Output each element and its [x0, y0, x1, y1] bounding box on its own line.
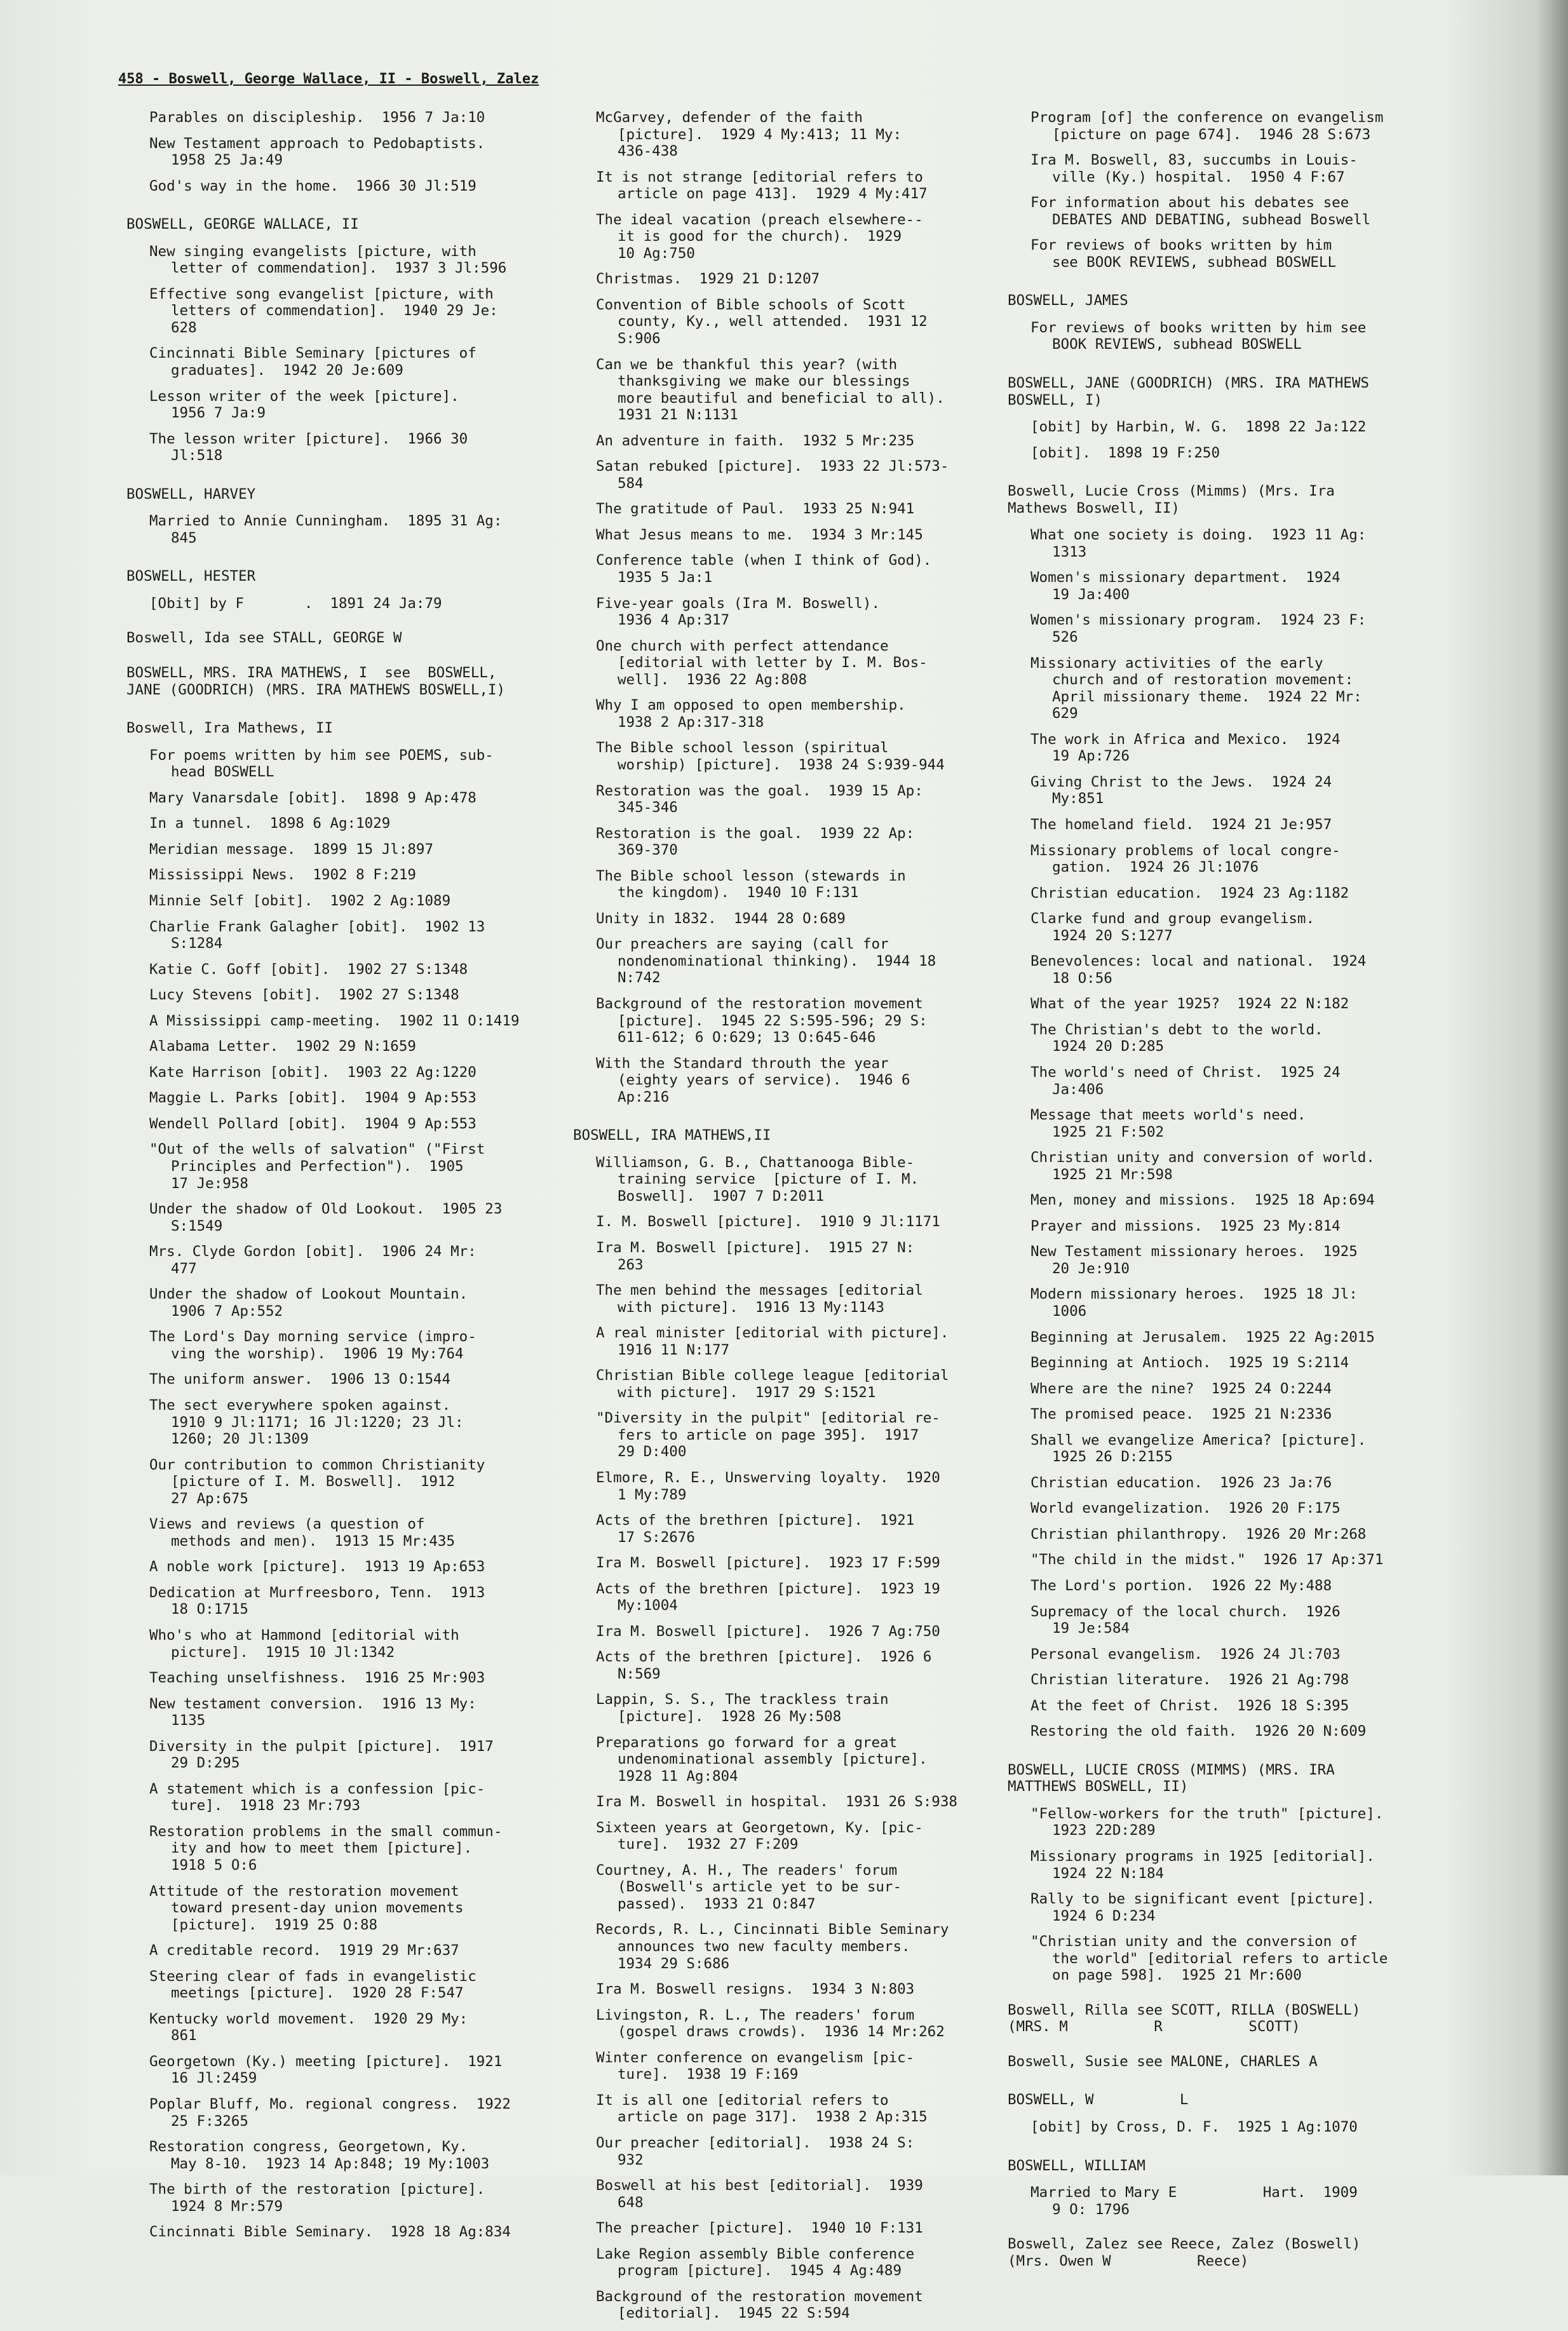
index-heading: Boswell, Ira Mathews, II [126, 720, 334, 737]
index-entry: One church with perfect attendance [editorial with letter by I. M. Bos- well]. 1936 22 Ag:808 [596, 637, 928, 688]
index-heading: BOSWELL, HESTER [126, 568, 256, 585]
index-entry: Lake Region assembly Bible conference program [picture]. 1945 4 Ag:489 [596, 2245, 915, 2280]
index-heading: BOSWELL, JANE (GOODRICH) (MRS. IRA MATHEWS BOSWELL, I) [1008, 375, 1369, 409]
cross-reference: Boswell, Zalez see Reece, Zalez (Boswell) (Mrs. Owen W Reece) [1008, 2236, 1361, 2269]
index-entry: Mississippi News. 1902 8 F:219 [149, 867, 416, 884]
cross-reference: Boswell, Ida see STALL, GEORGE W [126, 630, 402, 647]
index-entry: The promised peace. 1925 21 N:2336 [1031, 1406, 1332, 1423]
index-entry: New testament conversion. 1916 13 My: 1135 [149, 1695, 476, 1729]
index-entry: Missionary activities of the early church and of restoration movement: April missionary theme. 1924 22 Mr: 629 [1031, 654, 1362, 722]
index-entry: It is not strange [editorial refers to article on page 413]. 1929 4 My:417 [596, 168, 928, 203]
index-entry: Restoration problems in the small commun- ity and how to meet them [picture]. 1918 5 O:6 [149, 1823, 503, 1874]
cross-reference: Boswell, Rilla see SCOTT, RILLA (BOSWELL) (MRS. M R SCOTT) [1008, 2001, 1361, 2036]
index-entry: Lesson writer of the week [picture]. 1956 7 Ja:9 [149, 388, 459, 422]
index-entry: Why I am opposed to open membership. 1938 2 Ap:317-318 [596, 697, 906, 731]
index-entry: Cincinnati Bible Seminary. 1928 18 Ag:834 [149, 2224, 511, 2241]
index-entry: Message that meets world's need. 1925 21 F:502 [1031, 1107, 1306, 1140]
index-entry: Kentucky world movement. 1920 29 My: 861 [149, 2010, 468, 2044]
index-entry: Under the shadow of Old Lookout. 1905 23 S:1549 [149, 1201, 503, 1234]
index-entry: The Lord's portion. 1926 22 My:488 [1031, 1578, 1332, 1594]
index-entry: Mrs. Clyde Gordon [obit]. 1906 24 Mr: 477 [149, 1243, 476, 1277]
index-entry: Missionary programs in 1925 [editorial]. 1924 22 N:184 [1031, 1848, 1375, 1882]
index-entry: Steering clear of fads in evangelistic meetings [picture]. 1920 28 F:547 [149, 1968, 476, 2002]
index-entry: Sixteen years at Georgetown, Ky. [pic- ture]. 1932 27 F:209 [596, 1819, 923, 1853]
index-entry: Cincinnati Bible Seminary [pictures of graduates]. 1942 20 Je:609 [149, 345, 476, 379]
index-entry: The work in Africa and Mexico. 1924 19 Ap:726 [1031, 731, 1341, 765]
index-entry: Background of the restoration movement [editorial]. 1945 22 S:594 [596, 2288, 923, 2322]
index-entry: Elmore, R. E., Unswerving loyalty. 1920 1 My:789 [596, 1470, 940, 1503]
index-entry: Ira M. Boswell [picture]. 1926 7 Ag:750 [596, 1623, 940, 1640]
index-entry: The Bible school lesson (stewards in the kingdom). 1940 10 F:131 [596, 867, 906, 902]
index-entry: Meridian message. 1899 15 Jl:897 [149, 841, 434, 858]
index-entry: The Lord's Day morning service (impro- ving the worship). 1906 19 My:764 [149, 1328, 476, 1362]
index-entry: Restoration is the goal. 1939 22 Ap: 369-370 [596, 825, 915, 859]
index-entry: Our preachers are saying (call for nondenominational thinking). 1944 18 N:742 [596, 936, 936, 987]
index-entry: Christian literature. 1926 21 Ag:798 [1031, 1672, 1349, 1689]
index-entry: The birth of the restoration [picture]. 1924 8 Mr:579 [149, 2181, 485, 2215]
index-entry: Views and reviews (a question of methods and men). 1913 15 Mr:435 [149, 1516, 456, 1550]
index-entry: Wendell Pollard [obit]. 1904 9 Ap:553 [149, 1115, 476, 1132]
index-entry: The preacher [picture]. 1940 10 F:131 [596, 2220, 923, 2237]
index-entry: Personal evangelism. 1926 24 Jl:703 [1031, 1645, 1341, 1663]
index-entry: The lesson writer [picture]. 1966 30 Jl:518 [149, 430, 468, 464]
index-entry: The ideal vacation (preach elsewhere-- it is good for the church). 1929 10 Ag:750 [596, 211, 923, 262]
index-entry: Kate Harrison [obit]. 1903 22 Ag:1220 [149, 1064, 476, 1081]
index-entry: Christian Bible college league [editorial with picture]. 1917 29 S:1521 [596, 1367, 949, 1401]
index-entry: Poplar Bluff, Mo. regional congress. 1922 25 F:3265 [149, 2096, 511, 2130]
index-entry: Married to Mary E Hart. 1909 9 O: 1796 [1031, 2184, 1358, 2218]
index-entry: Benevolences: local and national. 1924 18 O:56 [1031, 953, 1367, 987]
index-entry: New Testament approach to Pedobaptists. 1958 25 Ja:49 [149, 135, 485, 169]
index-entry: Lappin, S. S., The trackless train [picture]. 1928 26 My:508 [596, 1691, 889, 1726]
cross-reference: BOSWELL, MRS. IRA MATHEWS, I see BOSWELL, JANE (GOODRICH) (MRS. IRA MATHEWS BOSWELL,I) [126, 665, 506, 698]
index-entry: Beginning at Antioch. 1925 19 S:2114 [1031, 1355, 1349, 1372]
index-entry: Married to Annie Cunningham. 1895 31 Ag: 845 [149, 513, 503, 546]
index-entry: Women's missionary program. 1924 23 F: 526 [1031, 612, 1367, 646]
index-entry: World evangelization. 1926 20 F:175 [1031, 1500, 1341, 1517]
index-entry: The gratitude of Paul. 1933 25 N:941 [596, 501, 915, 518]
index-entry: Background of the restoration movement [picture]. 1945 22 S:595-596; 29 S: 611-612; 6 O:629; 13 O:645-646 [596, 995, 928, 1046]
index-entry: Courtney, A. H., The readers' forum (Boswell's article yet to be sur- passed). 1933 21 O:847 [596, 1861, 902, 1912]
index-entry: Restoring the old faith. 1926 20 N:609 [1031, 1723, 1367, 1740]
index-entry: Can we be thankful this year? (with thanksgiving we make our blessings more beautiful and beneficial to all). 1931 21 N:1131 [596, 356, 945, 424]
index-entry: An adventure in faith. 1932 5 Mr:235 [596, 432, 915, 449]
cross-reference: Boswell, Susie see MALONE, CHARLES A [1008, 2053, 1318, 2070]
index-entry: Where are the nine? 1925 24 O:2244 [1031, 1380, 1332, 1397]
index-entry: Missionary problems of local congre- gation. 1924 26 Jl:1076 [1031, 842, 1341, 876]
index-entry: The sect everywhere spoken against. 1910 9 Jl:1171; 16 Jl:1220; 23 Jl: 1260; 20 Jl:1309 [149, 1396, 464, 1448]
index-entry: Acts of the brethren [picture]. 1926 6 N:569 [596, 1649, 932, 1682]
index-entry: [Obit] by F . 1891 24 Ja:79 [149, 595, 442, 612]
index-entry: God's way in the home. 1966 30 Jl:519 [149, 177, 476, 194]
index-entry: Katie C. Goff [obit]. 1902 27 S:1348 [149, 961, 468, 978]
index-entry: The Christian's debt to the world. 1924 20 D:285 [1031, 1021, 1323, 1055]
index-entry: A statement which is a confession [pic- ture]. 1918 23 Mr:793 [149, 1780, 485, 1814]
index-heading: BOSWELL, IRA MATHEWS,II [573, 1127, 771, 1144]
index-entry: I. M. Boswell [picture]. 1910 9 Jl:1171 [596, 1213, 940, 1231]
column-2 [573, 109, 1003, 2331]
index-entry: The uniform answer. 1906 13 O:1544 [149, 1371, 451, 1388]
index-entry: Ira M. Boswell, 83, succumbs in Louis- ville (Ky.) hospital. 1950 4 F:67 [1031, 152, 1358, 186]
index-heading: BOSWELL, W L [1008, 2091, 1189, 2109]
index-entry: "Diversity in the pulpit" [editorial re- fers to article on page 395]. 1917 29 D:400 [596, 1410, 940, 1461]
index-entry: Our preacher [editorial]. 1938 24 S: 932 [596, 2134, 915, 2168]
index-entry: Women's missionary department. 1924 19 Ja:400 [1031, 569, 1341, 603]
index-heading: BOSWELL, JAMES [1008, 292, 1128, 309]
index-entry: Restoration congress, Georgetown, Ky. May 8-10. 1923 14 Ap:848; 19 My:1003 [149, 2138, 490, 2172]
index-entry: What one society is doing. 1923 11 Ag: 1313 [1031, 527, 1367, 560]
index-entry: Program [of] the conference on evangelism [picture on page 674]. 1946 28 S:673 [1031, 109, 1384, 143]
column-3 [1008, 109, 1450, 2280]
index-entry: [obit] by Harbin, W. G. 1898 22 Ja:122 [1031, 419, 1367, 436]
index-entry: Minnie Self [obit]. 1902 2 Ag:1089 [149, 892, 451, 909]
index-entry: Effective song evangelist [picture, with letters of commendation]. 1940 29 Je: 628 [149, 285, 498, 336]
index-entry: Diversity in the pulpit [picture]. 1917 29 D:295 [149, 1738, 494, 1772]
index-entry: Maggie L. Parks [obit]. 1904 9 Ap:553 [149, 1090, 476, 1107]
index-entry: Alabama Letter. 1902 29 N:1659 [149, 1038, 416, 1055]
index-entry: For reviews of books written by him see BOOK REVIEWS, subhead BOSWELL [1031, 237, 1337, 271]
index-entry: The men behind the messages [editorial with picture]. 1916 13 My:1143 [596, 1282, 923, 1316]
index-entry: Records, R. L., Cincinnati Bible Seminary announces two new faculty members. 1934 29 S:686 [596, 1921, 949, 1972]
index-entry: Conference table (when I think of God). 1935 5 Ja:1 [596, 552, 932, 586]
index-entry: Dedication at Murfreesboro, Tenn. 1913 18 O:1715 [149, 1584, 485, 1618]
index-entry: Acts of the brethren [picture]. 1921 17 S:2676 [596, 1512, 915, 1546]
index-entry: Clarke fund and group evangelism. 1924 20 S:1277 [1031, 910, 1315, 944]
index-entry: A noble work [picture]. 1913 19 Ap:653 [149, 1558, 485, 1576]
index-entry: Winter conference on evangelism [pic- ture]. 1938 19 F:169 [596, 2049, 915, 2083]
index-entry: Supremacy of the local church. 1926 19 Je:584 [1031, 1603, 1341, 1637]
index-entry: Acts of the brethren [picture]. 1923 19 My:1004 [596, 1580, 940, 1614]
index-entry: [obit]. 1898 19 F:250 [1031, 444, 1220, 461]
index-entry: Boswell at his best [editorial]. 1939 648 [596, 2177, 923, 2211]
index-entry: Teaching unselfishness. 1916 25 Mr:903 [149, 1670, 485, 1687]
index-entry: New Testament missionary heroes. 1925 20 Je:910 [1031, 1243, 1358, 1277]
index-entry: Christian education. 1926 23 Ja:76 [1031, 1474, 1332, 1491]
index-entry: "The child in the midst." 1926 17 Ap:371 [1031, 1551, 1384, 1569]
index-entry: Preparations go forward for a great undenominational assembly [picture]. 1928 11 Ag:804 [596, 1734, 928, 1785]
index-entry: Shall we evangelize America? [picture]. 1925 26 D:2155 [1031, 1431, 1367, 1466]
index-entry: The homeland field. 1924 21 Je:957 [1031, 816, 1332, 833]
index-entry: Charlie Frank Galagher [obit]. 1902 13 S:1284 [149, 918, 485, 952]
index-entry: For reviews of books written by him see BOOK REVIEWS, subhead BOSWELL [1031, 319, 1367, 353]
index-entry: Giving Christ to the Jews. 1924 24 My:851 [1031, 773, 1332, 807]
index-entry: A creditable record. 1919 29 Mr:637 [149, 1942, 459, 1959]
index-entry: Modern missionary heroes. 1925 18 Jl: 1006 [1031, 1286, 1358, 1320]
index-entry: For poems written by him see POEMS, sub- head BOSWELL [149, 747, 494, 781]
index-entry: Rally to be significant event [picture]. 1924 6 D:234 [1031, 1891, 1375, 1924]
index-entry: What Jesus means to me. 1934 3 Mr:145 [596, 526, 923, 543]
index-entry: Ira M. Boswell resigns. 1934 3 N:803 [596, 1981, 915, 1998]
index-entry: Williamson, G. B., Chattanooga Bible- training service [picture of I. M. Boswell]. 1907 7 D:2011 [596, 1154, 919, 1205]
index-entry: With the Standard throuth the year (eighty years of service). 1946 6 Ap:216 [596, 1055, 910, 1105]
index-entry: Prayer and missions. 1925 23 My:814 [1031, 1217, 1341, 1234]
index-entry: Christmas. 1929 21 D:1207 [596, 271, 820, 288]
index-entry: What of the year 1925? 1924 22 N:182 [1031, 996, 1349, 1013]
index-entry: "Fellow-workers for the truth" [picture]. 1923 22D:289 [1031, 1805, 1384, 1839]
index-entry: In a tunnel. 1898 6 Ag:1029 [149, 815, 391, 832]
index-entry: Christian unity and conversion of world. 1925 21 Mr:598 [1031, 1149, 1375, 1183]
index-entry: The Bible school lesson (spiritual worship) [picture]. 1938 24 S:939-944 [596, 740, 945, 773]
index-entry: Men, money and missions. 1925 18 Ap:694 [1031, 1192, 1375, 1209]
index-entry: Unity in 1832. 1944 28 O:689 [596, 910, 846, 927]
index-entry: "Out of the wells of salvation" ("First Principles and Perfection"). 1905 17 Je:958 [149, 1141, 485, 1192]
index-entry: Livingston, R. L., The readers' forum (gospel draws crowds). 1936 14 Mr:262 [596, 2006, 945, 2041]
index-entry: Under the shadow of Lookout Mountain. 1906 7 Ap:552 [149, 1286, 468, 1320]
index-entry: "Christian unity and the conversion of the world" [editorial refers to article on page 598]. 1925 21 Mr:600 [1031, 1933, 1388, 1984]
index-entry: Beginning at Jerusalem. 1925 22 Ag:2015 [1031, 1328, 1375, 1346]
index-entry: At the feet of Christ. 1926 18 S:395 [1031, 1697, 1349, 1714]
index-entry: Five-year goals (Ira M. Boswell). 1936 4 Ap:317 [596, 595, 881, 629]
index-entry: It is all one [editorial refers to article on page 317]. 1938 2 Ap:315 [596, 2091, 928, 2126]
index-entry: For information about his debates see DEBATES AND DEBATING, subhead Boswell [1031, 194, 1371, 228]
index-entry: Convention of Bible schools of Scott county, Ky., well attended. 1931 12 S:906 [596, 296, 928, 348]
index-entry: A Mississippi camp-meeting. 1902 11 O:1419 [149, 1012, 520, 1029]
index-entry: Lucy Stevens [obit]. 1902 27 S:1348 [149, 987, 459, 1004]
page-header: 458 - Boswell, George Wallace, II - Boswell, Zalez [118, 71, 539, 87]
index-entry: Satan rebuked [picture]. 1933 22 Jl:573- 584 [596, 458, 949, 492]
index-entry: Christian philanthropy. 1926 20 Mr:268 [1031, 1525, 1367, 1543]
index-entry: Georgetown (Ky.) meeting [picture]. 1921 16 Jl:2459 [149, 2053, 503, 2087]
column-1 [126, 109, 556, 2250]
index-entry: The world's need of Christ. 1925 24 Ja:406 [1031, 1064, 1341, 1098]
index-heading: BOSWELL, WILLIAM [1008, 2157, 1146, 2174]
index-heading: BOSWELL, HARVEY [126, 485, 256, 503]
index-entry: Ira M. Boswell [picture]. 1915 27 N: 263 [596, 1239, 915, 1273]
index-entry: Our contribution to common Christianity [picture of I. M. Boswell]. 1912 27 Ap:675 [149, 1456, 485, 1507]
index-entry: Restoration was the goal. 1939 15 Ap: 345-346 [596, 782, 923, 816]
index-entry: Ira M. Boswell [picture]. 1923 17 F:599 [596, 1555, 940, 1572]
index-heading: BOSWELL, GEORGE WALLACE, II [126, 216, 359, 233]
index-entry: Ira M. Boswell in hospital. 1931 26 S:938 [596, 1794, 957, 1811]
index-entry: Christian education. 1924 23 Ag:1182 [1031, 884, 1349, 902]
index-entry: [obit] by Cross, D. F. 1925 1 Ag:1070 [1031, 2119, 1358, 2136]
index-heading: BOSWELL, LUCIE CROSS (MIMMS) (MRS. IRA MATTHEWS BOSWELL, II) [1008, 1761, 1335, 1795]
index-entry: McGarvey, defender of the faith [picture]. 1929 4 My:413; 11 My: 436-438 [596, 109, 902, 160]
index-entry: New singing evangelists [picture, with letter of commendation]. 1937 3 Jl:596 [149, 243, 507, 277]
index-entry: Parables on discipleship. 1956 7 Ja:10 [149, 109, 485, 126]
index-entry: Mary Vanarsdale [obit]. 1898 9 Ap:478 [149, 789, 476, 806]
index-heading: Boswell, Lucie Cross (Mimms) (Mrs. Ira Mathews Boswell, II) [1008, 483, 1335, 517]
index-entry: A real minister [editorial with picture]. 1916 11 N:177 [596, 1325, 949, 1358]
index-entry: Attitude of the restoration movement toward present-day union movements [picture]. 1919 25 O:88 [149, 1882, 464, 1933]
index-entry: Who's who at Hammond [editorial with picture]. 1915 10 Jl:1342 [149, 1627, 459, 1661]
